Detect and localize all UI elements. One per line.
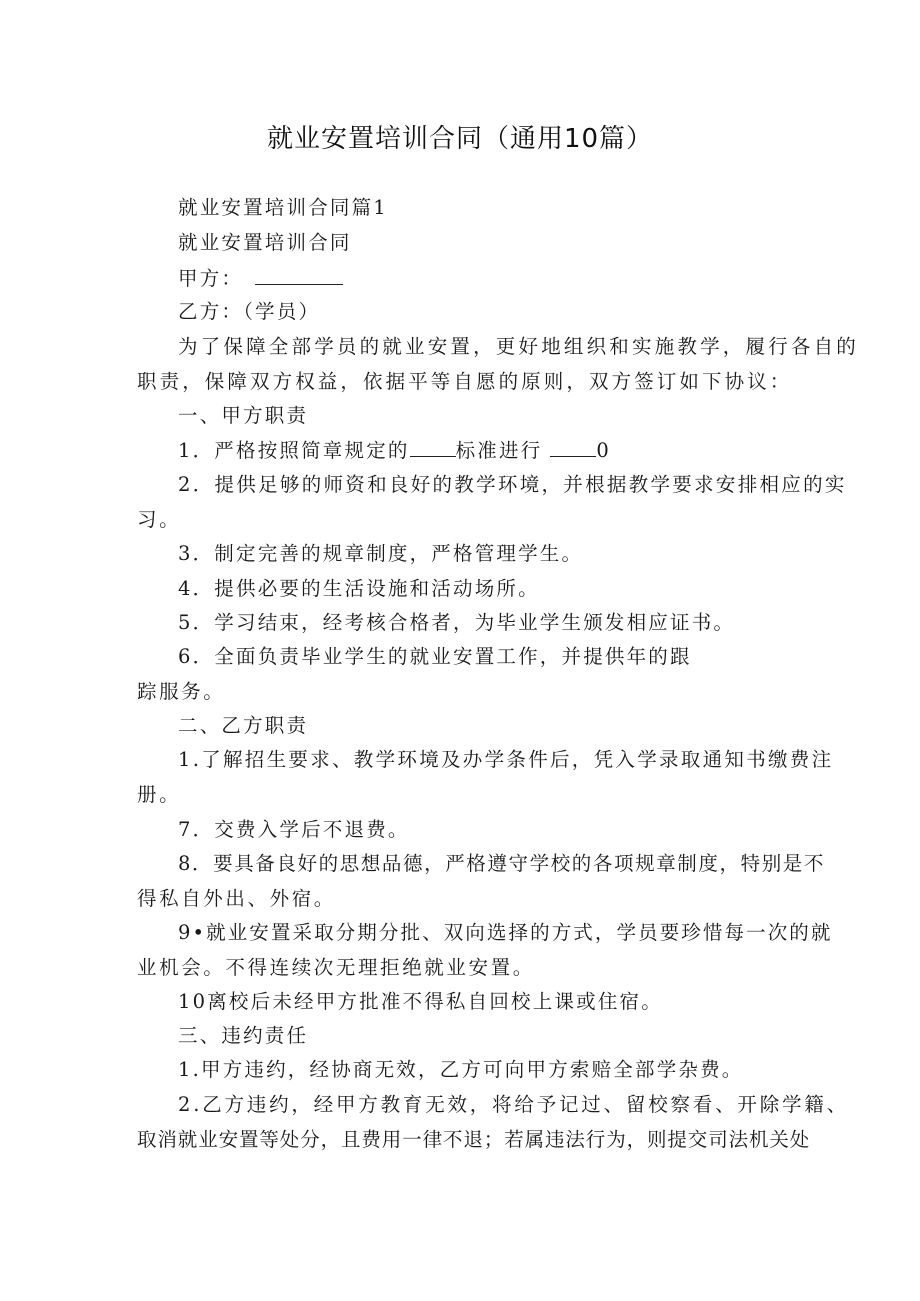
clause-b9-line2: 业机会。不得连续次无理拒绝就业安置。 [137, 956, 535, 979]
intro-paragraph-line1: 为了保障全部学员的就业安置，更好地组织和实施教学，履行各自的 [178, 335, 860, 358]
party-a-label: 甲方： [178, 267, 244, 290]
clause-c1: 1.甲方违约，经协商无效，乙方可向甲方索赔全部学杂费。 [178, 1058, 744, 1081]
contract-title: 就业安置培训合同 [178, 231, 352, 254]
clause-b8-line2: 得私自外出、外宿。 [137, 887, 336, 910]
clause-a6-line1: 6．全面负责毕业学生的就业安置工作，并提供年的跟 [178, 645, 692, 668]
clause-b9-line1: 9•就业安置采取分期分批、双向选择的方式，学员要珍惜每一次的就 [178, 921, 833, 944]
clause-b8-line1: 8．要具备良好的思想品德，严格遵守学校的各项规章制度，特别是不 [178, 852, 826, 875]
clause-a4: 4．提供必要的生活设施和活动场所。 [178, 577, 540, 600]
clause-a5: 5．学习结束，经考核合格者，为毕业学生颁发相应证书。 [178, 611, 736, 634]
clause-c2-line1: 2.乙方违约，经甲方教育无效，将给予记过、留校察看、开除学籍、 [178, 1093, 849, 1116]
part3-heading: 三、违约责任 [178, 1024, 309, 1047]
clause-b7: 7．交费入学后不退费。 [178, 818, 410, 841]
section-heading: 就业安置培训合同篇1 [178, 196, 388, 219]
clause-a6-line2: 踪服务。 [137, 680, 226, 703]
party-a-line [178, 266, 343, 291]
clause-b1-line1: 1.了解招生要求、教学环境及办学条件后，凭入学录取通知书缴费注 [178, 748, 834, 771]
clause-a1-text1: 1．严格按照简章规定的 [178, 439, 410, 462]
clause-c2-line2: 取消就业安置等处分，且费用一律不退；若属违法行为，则提交司法机关处 [137, 1128, 811, 1151]
part1-heading: 一、甲方职责 [178, 404, 309, 427]
part2-heading: 二、乙方职责 [178, 714, 309, 737]
clause-a2-line1: 2．提供足够的师资和良好的教学环境，并根据教学要求安排相应的实 [178, 473, 847, 496]
clause-a2-line2: 习。 [137, 508, 182, 531]
intro-paragraph-line2: 职责，保障双方权益，依据平等自愿的原则，双方签订如下协议： [137, 370, 793, 393]
party-a-blank [255, 266, 343, 285]
clause-b1-line2: 册。 [137, 783, 182, 806]
clause-a1-text2: 标准进行 [455, 439, 543, 462]
clause-a1-blank1 [410, 438, 456, 457]
document-title: 就业安置培训合同（通用10篇） [266, 124, 654, 154]
clause-a1 [178, 438, 611, 463]
clause-a3: 3．制定完善的规章制度，严格管理学生。 [178, 542, 584, 565]
party-b-line: 乙方：（学员） [178, 300, 321, 323]
clause-a1-text3: 0 [596, 439, 612, 462]
clause-b10: 10离校后未经甲方批准不得私自回校上课或住宿。 [178, 990, 663, 1013]
clause-a1-blank2 [550, 438, 596, 457]
